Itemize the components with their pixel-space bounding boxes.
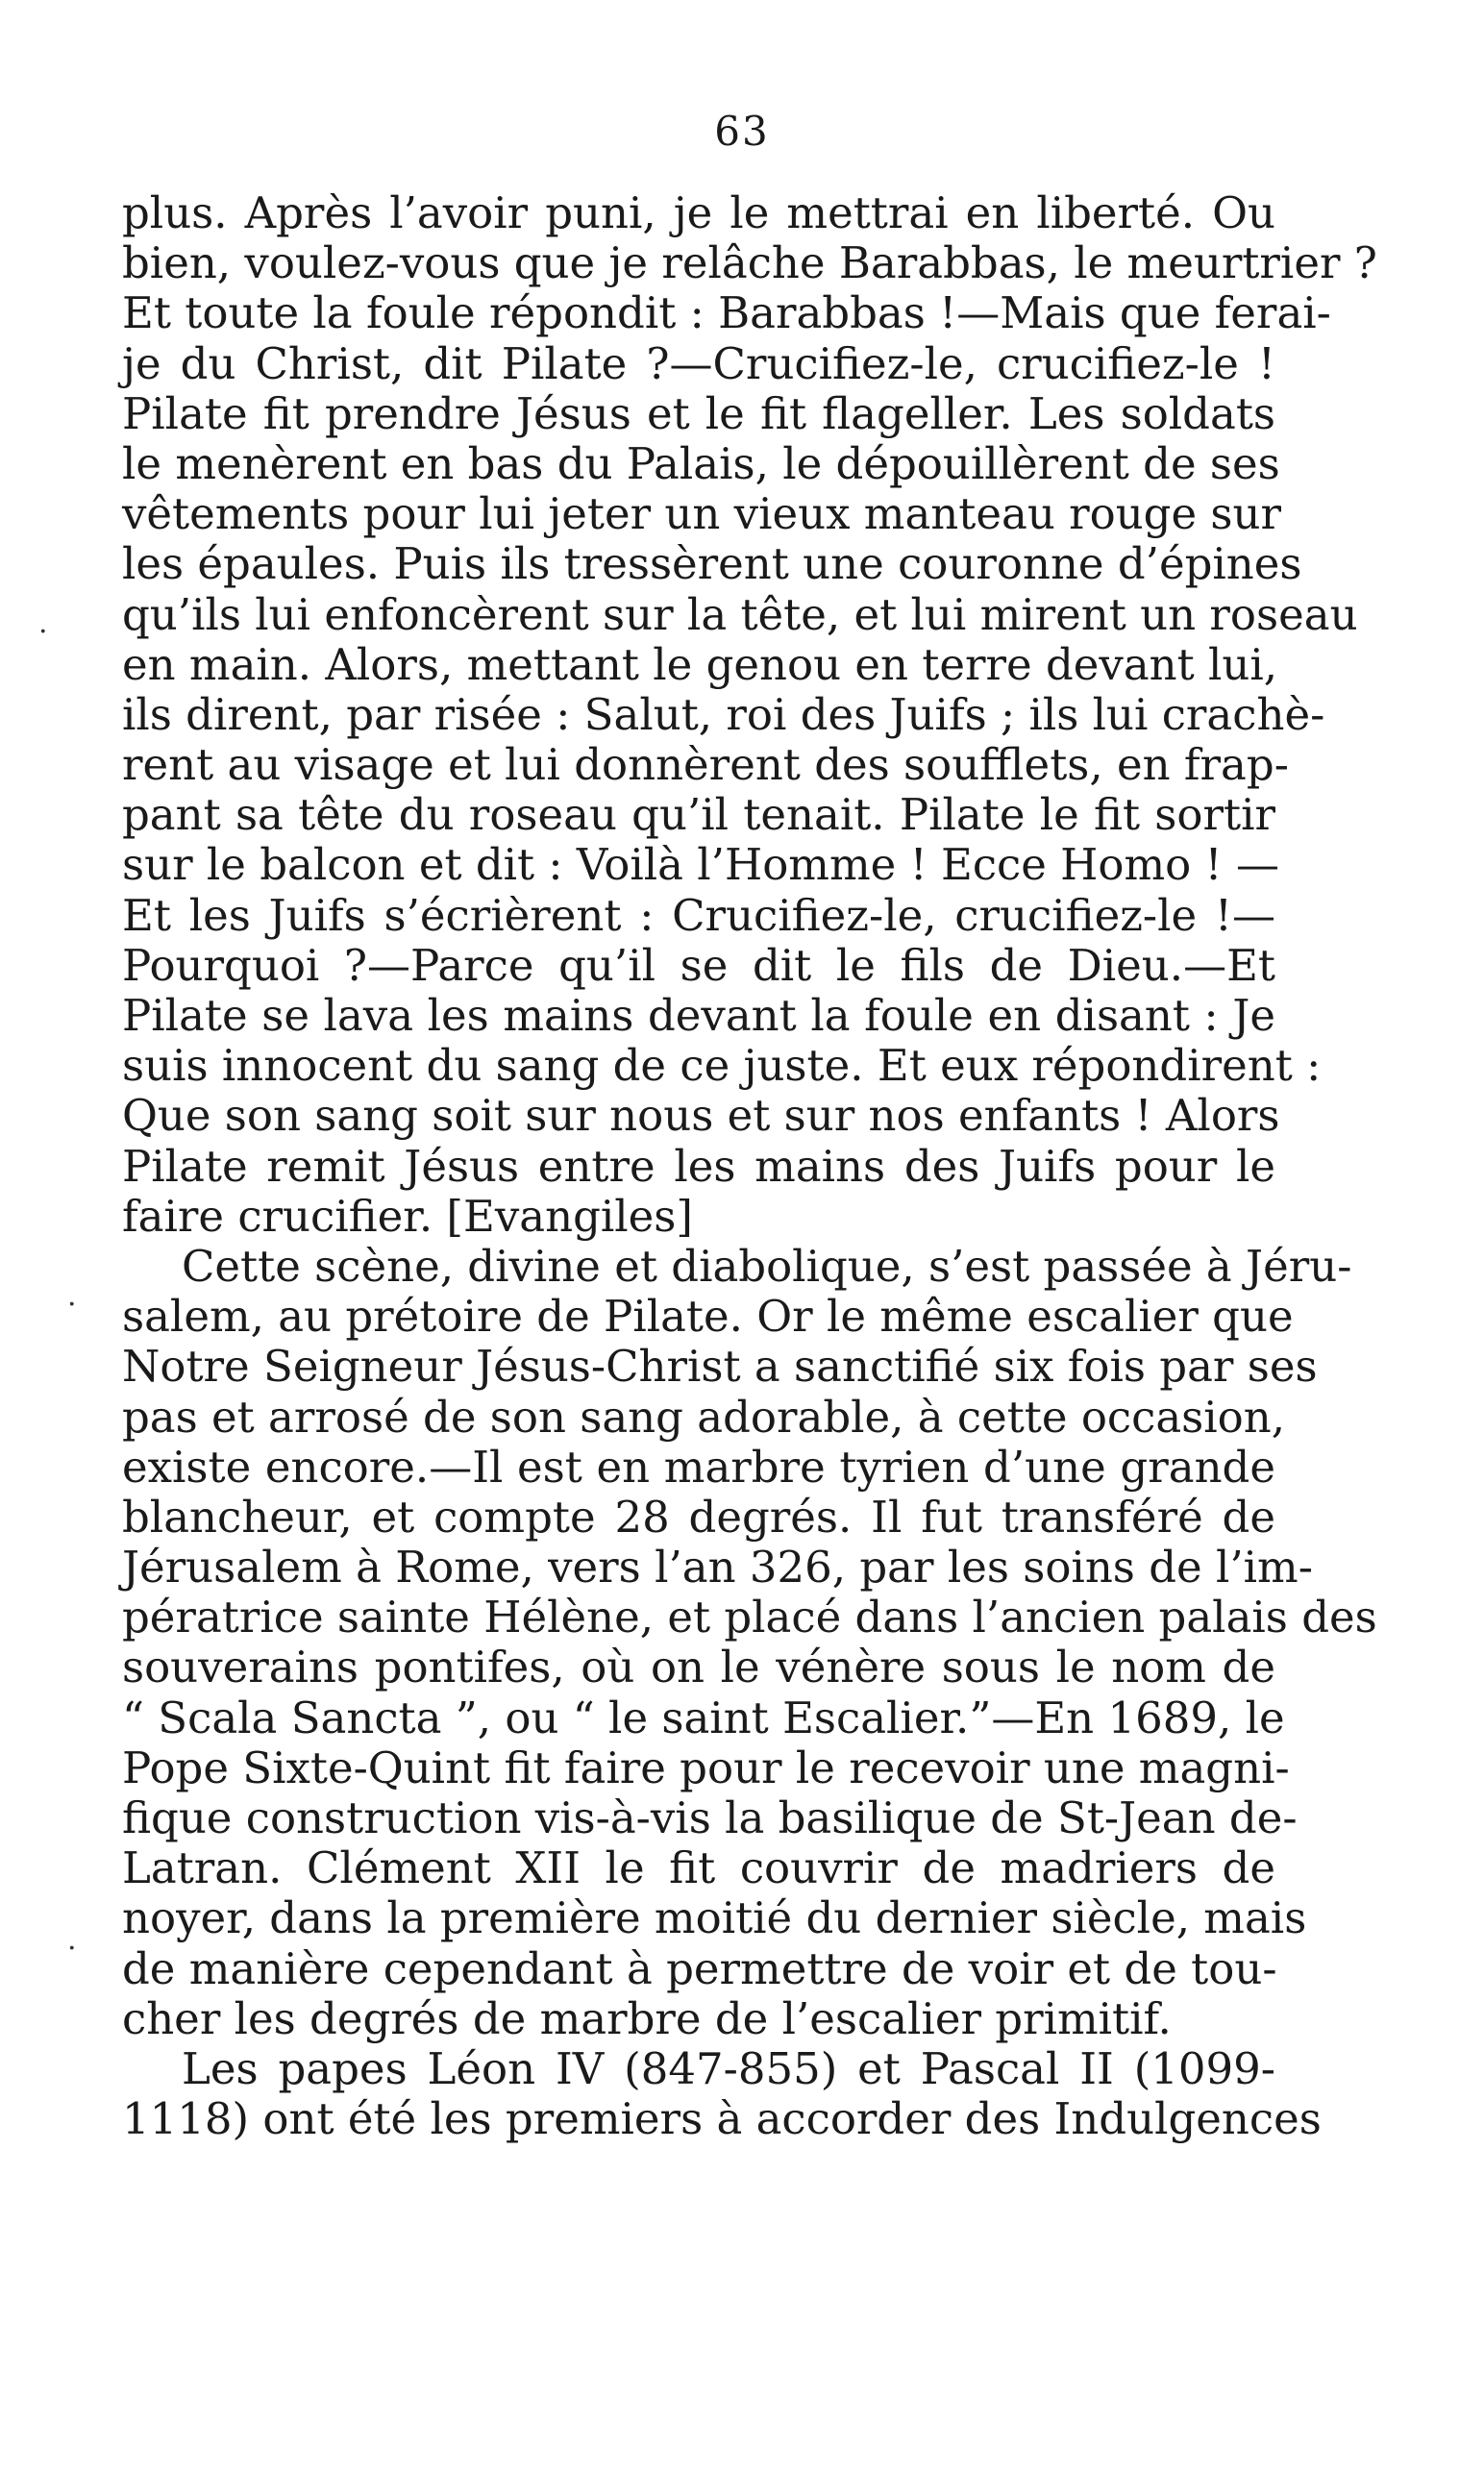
- text-line: blancheur, et compte 28 degrés. Il fut transféré de: [122, 1491, 1275, 1543]
- text-line: Que son sang soit sur nous et sur nos enfants ! Alors: [122, 1090, 1280, 1142]
- text-line: Latran. Clément XII le fit couvrir de madriers de: [122, 1842, 1275, 1894]
- page-number: 63: [714, 108, 770, 155]
- text-line: sur le balcon et dit : Voilà l’Homme ! Ecce Homo ! —: [122, 839, 1279, 891]
- text-line: Pilate se lava les mains devant la foule en disant : Je: [122, 990, 1275, 1041]
- text-line: Et les Juifs s’écrièrent : Crucifiez-le, crucifiez-le !—: [122, 889, 1275, 941]
- text-line: les épaules. Puis ils tressèrent une couronne d’épines: [122, 538, 1302, 590]
- text-line: Jérusalem à Rome, vers l’an 326, par les soins de l’im-: [122, 1542, 1313, 1594]
- text-line: noyer, dans la première moitié du dernier siècle, mais: [122, 1892, 1307, 1944]
- text-line: le menèrent en bas du Palais, le dépouillèrent de ses: [122, 437, 1280, 489]
- text-line: souverains pontifes, où on le vénère sous le nom de: [122, 1642, 1275, 1693]
- text-line: Pilate remit Jésus entre les mains des Juifs pour le: [122, 1140, 1275, 1192]
- text-line: pant sa tête du roseau qu’il tenait. Pilate le fit sortir: [122, 789, 1275, 841]
- text-line: Cette scène, divine et diabolique, s’est passée à Jéru-: [182, 1240, 1352, 1292]
- text-line: “ Scala Sancta ”, ou “ le saint Escalier.”—En 1689, le: [122, 1692, 1285, 1743]
- text-line: faire crucifier. [Evangiles]: [122, 1190, 693, 1242]
- text-line: pas et arrosé de son sang adorable, à cette occasion,: [122, 1391, 1286, 1443]
- text-line: suis innocent du sang de ce juste. Et eux répondirent :: [122, 1040, 1322, 1092]
- text-line: en main. Alors, mettant le genou en terre devant lui,: [122, 638, 1278, 690]
- text-line: cher les degrés de marbre de l’escalier primitif.: [122, 1992, 1172, 2044]
- margin-speck: ·: [67, 1288, 77, 1322]
- text-line: Pope Sixte-Quint fit faire pour le recevoir une magni-: [122, 1742, 1290, 1793]
- text-line: Notre Seigneur Jésus-Christ a sanctifié six fois par ses: [122, 1341, 1318, 1393]
- text-line: fique construction vis-à-vis la basilique de St-Jean de-: [122, 1792, 1298, 1843]
- text-line: plus. Après l’avoir puni, je le mettrai en liberté. Ou: [122, 187, 1275, 238]
- text-line: Et toute la foule répondit : Barabbas !—Mais que ferai-: [122, 287, 1331, 339]
- page-text: [122, 187, 1377, 2145]
- text-line: Pourquoi ?—Parce qu’il se dit le fils de Dieu.—Et: [122, 939, 1275, 991]
- text-line: de manière cependant à permettre de voir et de tou-: [122, 1942, 1277, 1994]
- text-line: pératrice sainte Hélène, et placé dans l’ancien palais des: [122, 1592, 1377, 1643]
- text-line: bien, voulez-vous que je relâche Barabbas, le meurtrier ?: [122, 237, 1377, 289]
- text-line: salem, au prétoire de Pilate. Or le même escalier que: [122, 1291, 1294, 1343]
- text-line: rent au visage et lui donnèrent des soufflets, en frap-: [122, 739, 1289, 791]
- text-line: qu’ils lui enfoncèrent sur la tête, et lui mirent un roseau: [122, 588, 1358, 640]
- text-line: vêtements pour lui jeter un vieux manteau rouge sur: [122, 488, 1282, 540]
- margin-speck: ·: [67, 1932, 77, 1965]
- text-line: ils dirent, par risée : Salut, roi des Juifs ; ils lui crachè-: [122, 688, 1325, 740]
- text-line: Les papes Léon IV (847-855) et Pascal II (1099-: [182, 2042, 1275, 2094]
- text-line: je du Christ, dit Pilate ?—Crucifiez-le, crucifiez-le !: [122, 337, 1275, 389]
- text-line: existe encore.—Il est en marbre tyrien d’une grande: [122, 1441, 1275, 1493]
- margin-speck: ·: [38, 615, 48, 649]
- text-line: 1118) ont été les premiers à accorder des Indulgences: [122, 2093, 1322, 2145]
- text-line: Pilate fit prendre Jésus et le fit flageller. Les soldats: [122, 387, 1275, 439]
